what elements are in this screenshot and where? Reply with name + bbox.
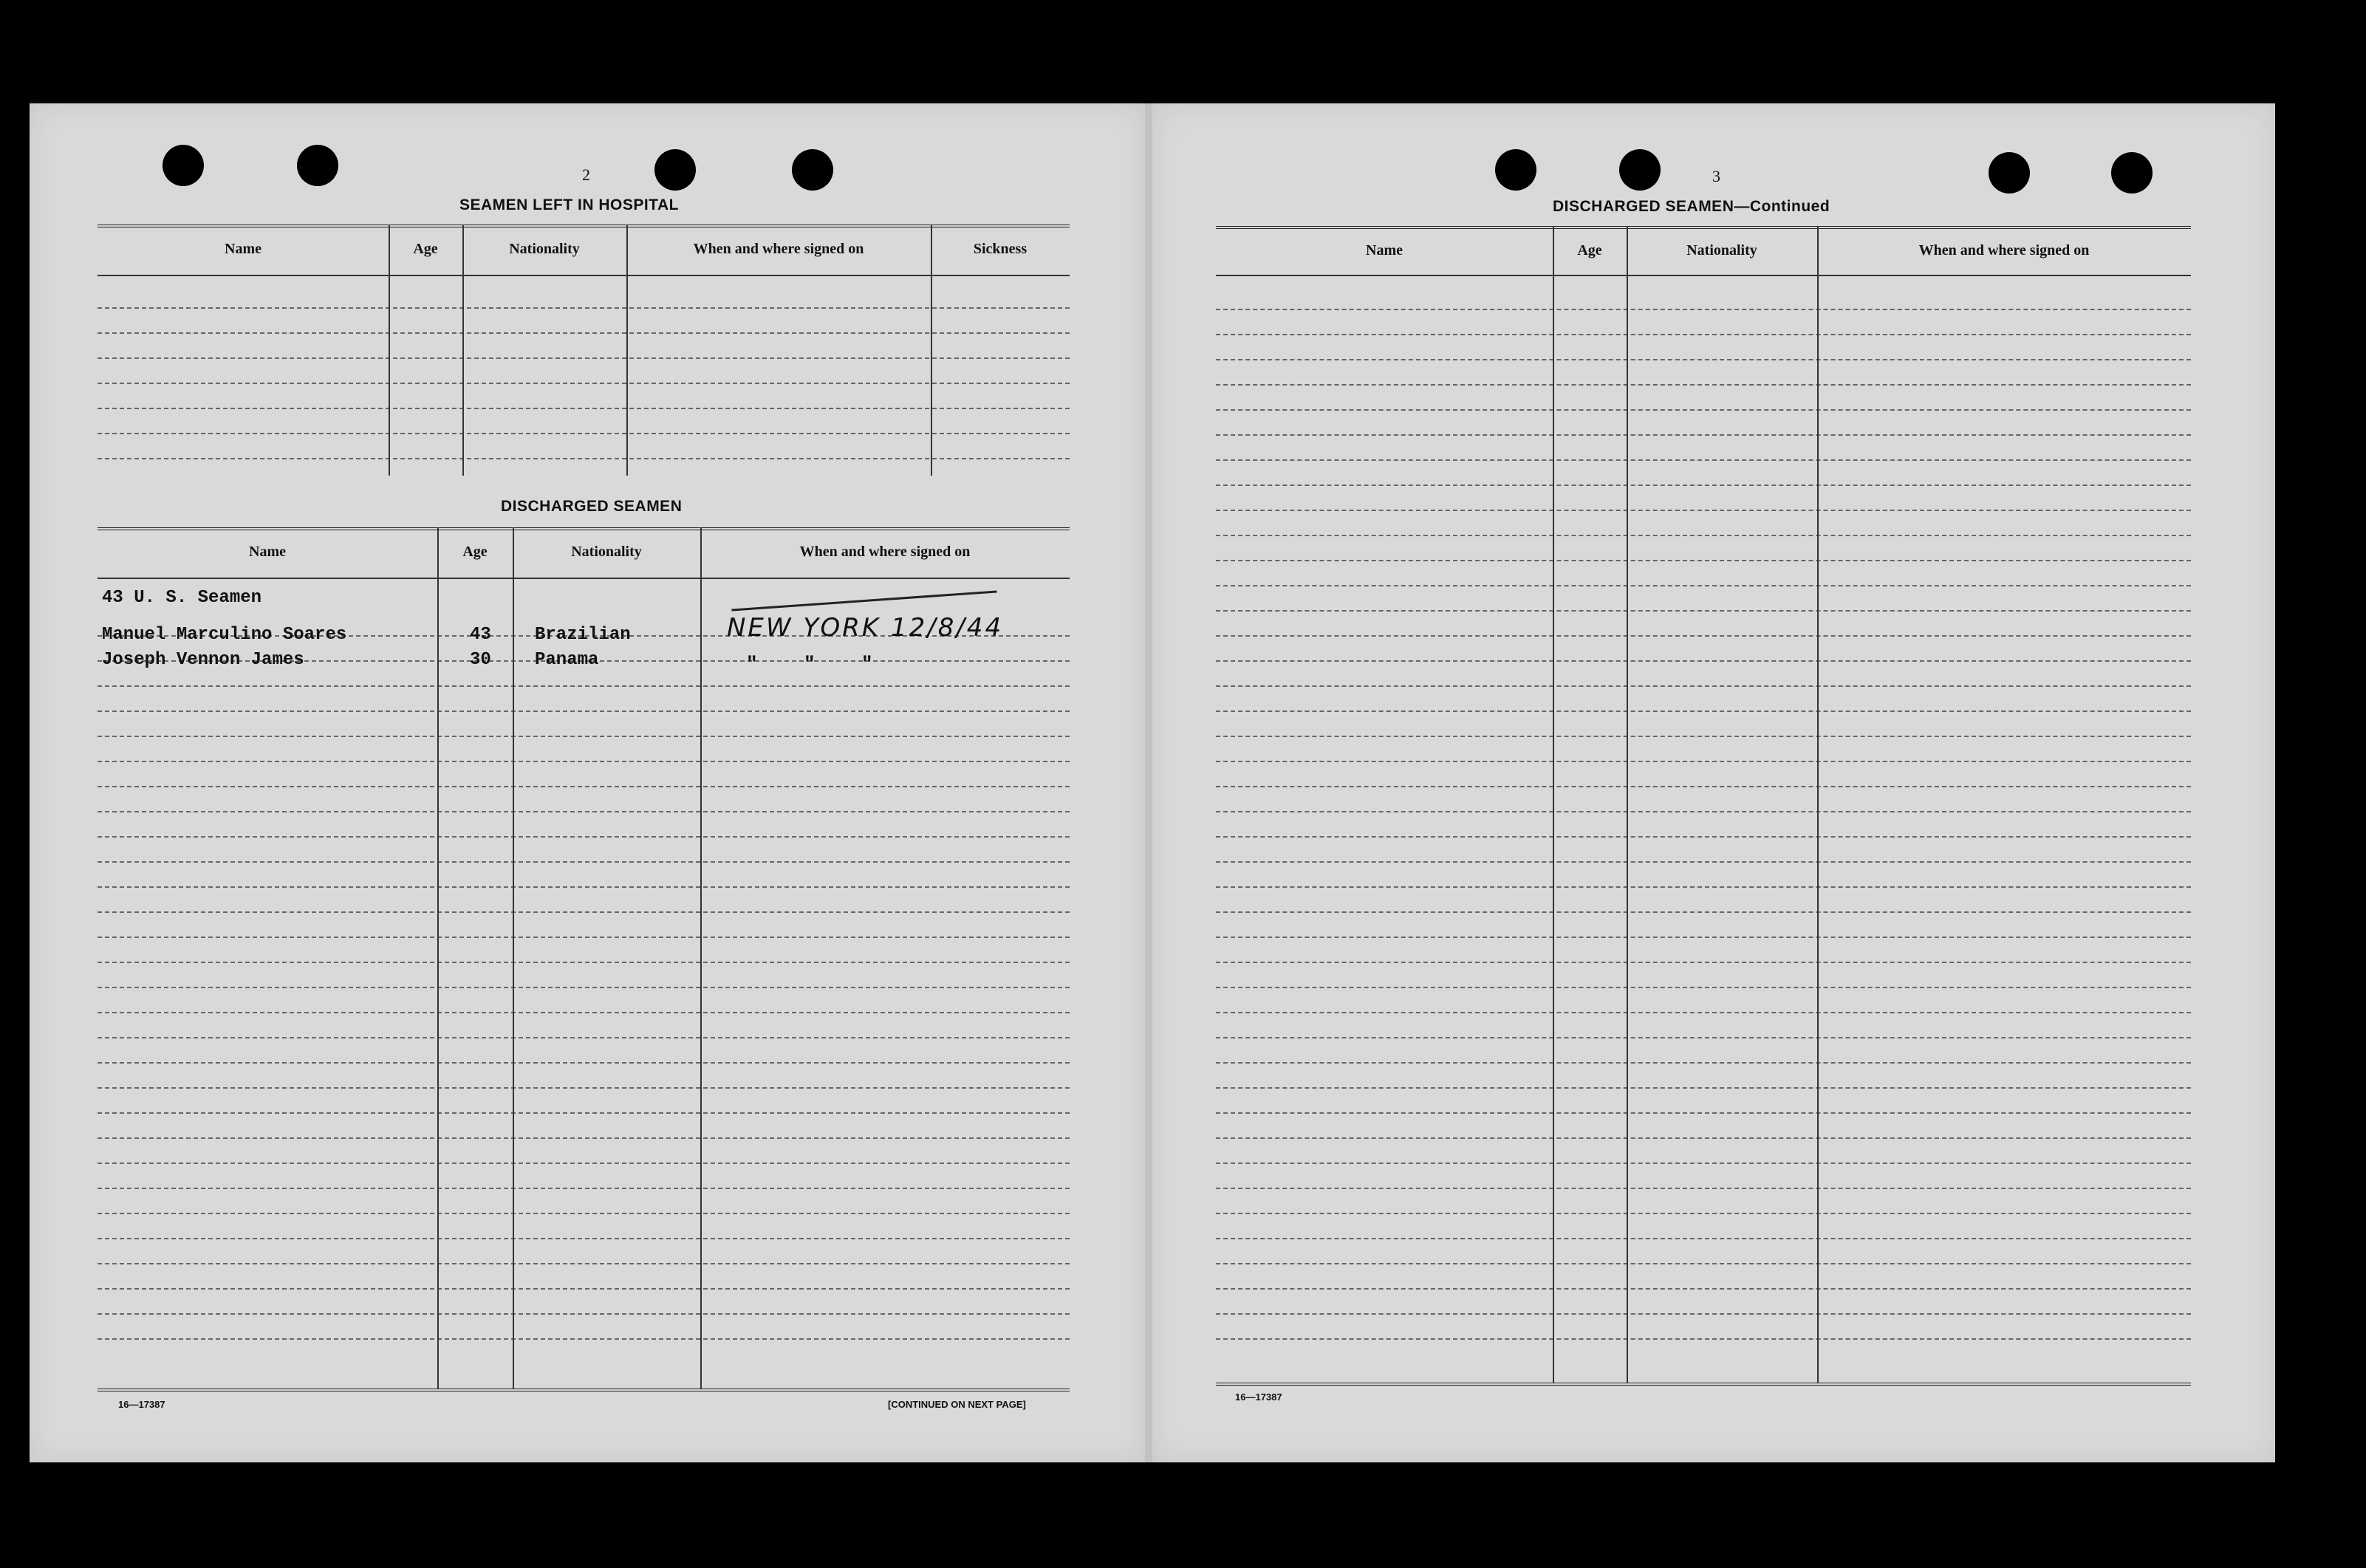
punch-hole — [1619, 149, 1661, 191]
form-number: 16—17387 — [118, 1399, 165, 1410]
column-header-name: Name — [249, 544, 286, 560]
page-number: 3 — [1712, 167, 1720, 185]
row-2-signed-on: " " " — [746, 653, 873, 675]
row-2-name: Joseph Vennon James — [102, 650, 304, 670]
column-header-sickness: Sickness — [973, 241, 1028, 257]
column-header-name: Name — [1366, 242, 1403, 259]
punch-hole — [792, 149, 833, 191]
punch-hole — [1989, 152, 2030, 194]
hospital-section-title: SEAMEN LEFT IN HOSPITAL — [459, 196, 679, 213]
row-1-age: 43 — [470, 625, 491, 645]
punch-hole — [654, 149, 696, 191]
discharged-section-title: DISCHARGED SEAMEN — [501, 498, 683, 515]
page-fold — [1145, 103, 1152, 1462]
punch-hole — [163, 145, 204, 186]
page-number: 2 — [582, 165, 590, 184]
column-header-nationality: Nationality — [1686, 242, 1757, 259]
discharged-continued-table — [1216, 226, 2191, 1387]
form-number: 16—17387 — [1235, 1391, 1282, 1403]
punch-hole — [1495, 149, 1536, 191]
column-header-age: Age — [413, 241, 438, 257]
column-header-signed-on: When and where signed on — [693, 241, 864, 257]
column-header-signed-on: When and where signed on — [1918, 242, 2090, 259]
row-1-signed-on: NEW YORK 12/8/44 — [727, 613, 1004, 643]
row-1-name: Manuel Marculino Soares — [102, 625, 347, 645]
row-2-nationality: Panama — [535, 650, 599, 670]
punch-hole — [2111, 152, 2153, 194]
row-2-age: 30 — [470, 650, 491, 670]
row-1-nationality: Brazilian — [535, 625, 631, 645]
continued-note: [CONTINUED ON NEXT PAGE] — [888, 1399, 1026, 1410]
continued-section-title: DISCHARGED SEAMEN—Continued — [1553, 198, 1830, 215]
column-header-age: Age — [1577, 242, 1602, 259]
column-header-nationality: Nationality — [571, 544, 642, 560]
hospital-table — [98, 225, 1070, 476]
column-header-nationality: Nationality — [509, 241, 580, 257]
column-header-signed-on: When and where signed on — [799, 544, 971, 560]
group-label: 43 U. S. Seamen — [102, 588, 262, 608]
punch-hole — [297, 145, 338, 186]
column-header-age: Age — [462, 544, 488, 560]
column-header-name: Name — [225, 241, 261, 257]
